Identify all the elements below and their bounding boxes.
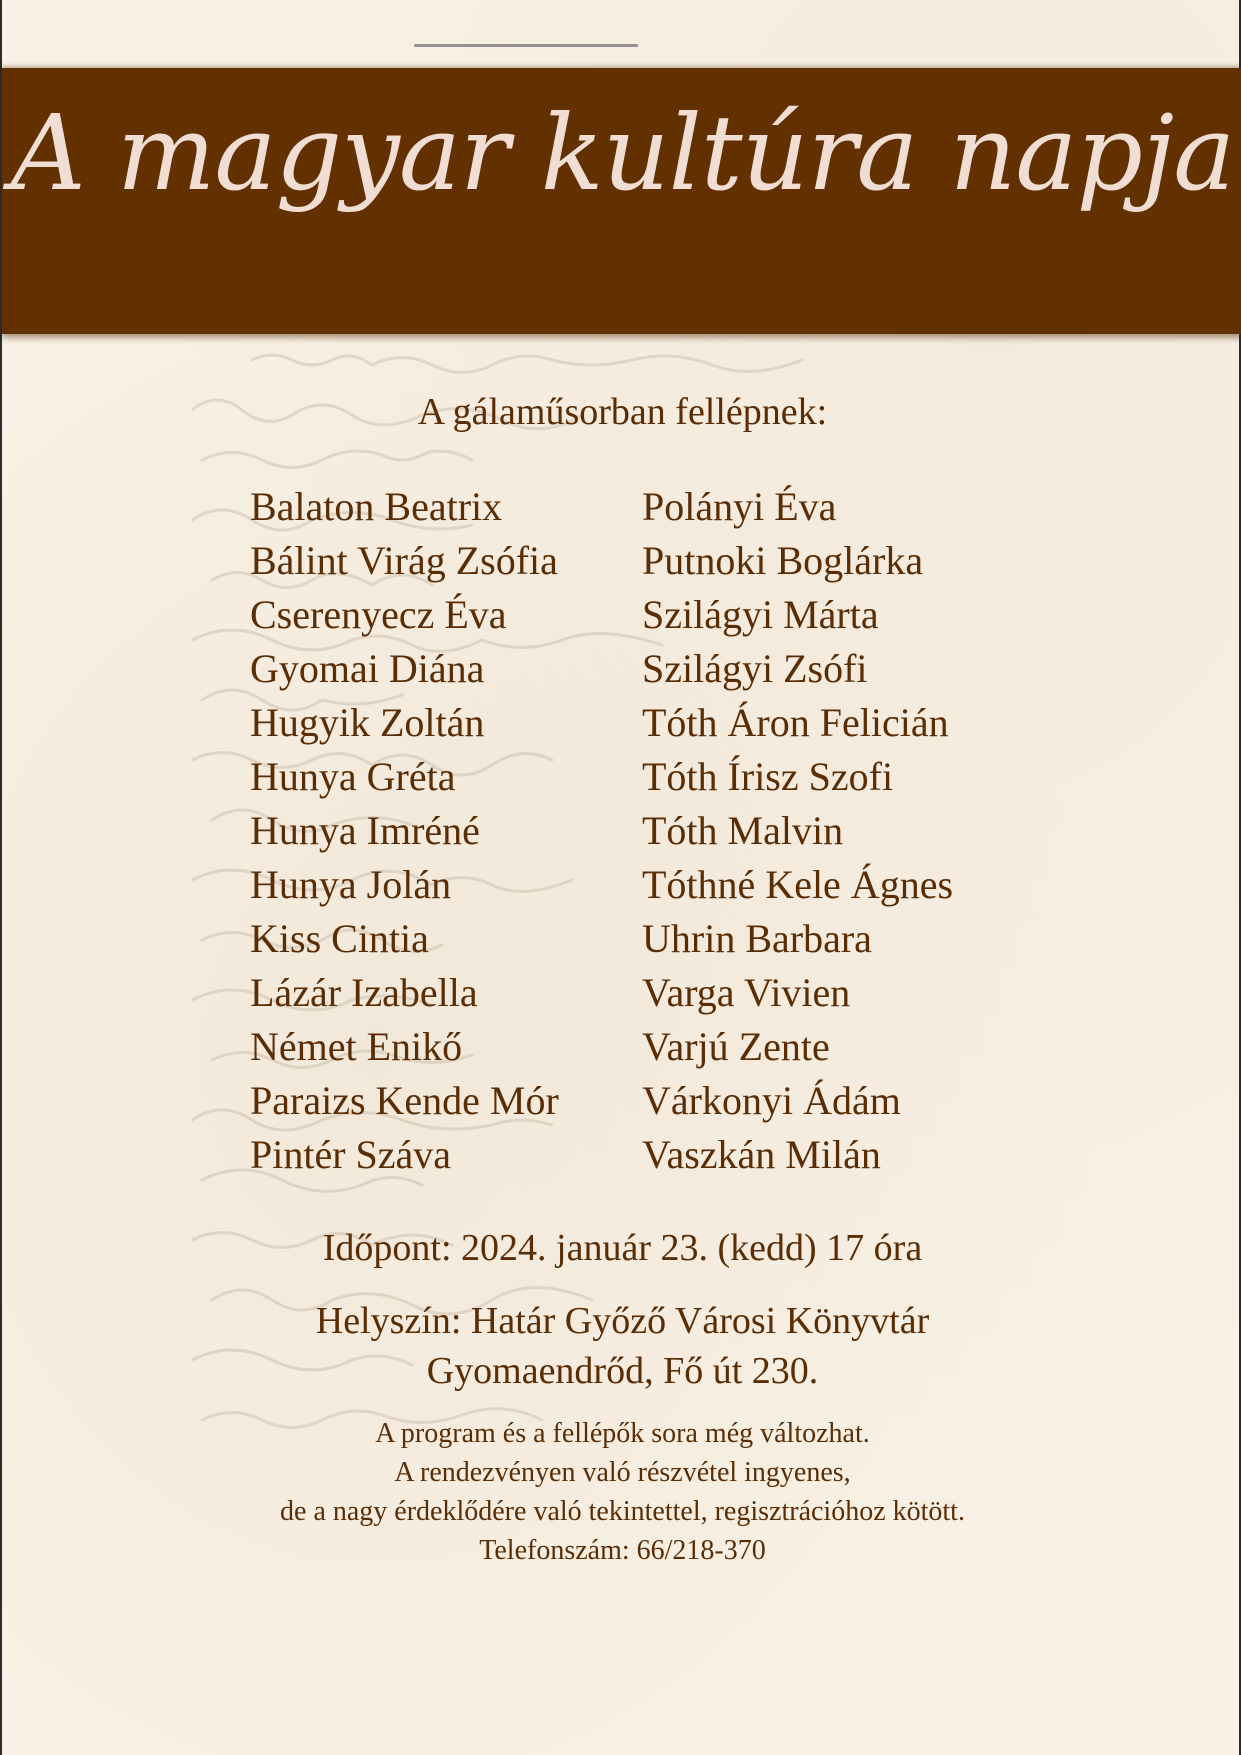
performer-name: Paraizs Kende Mór (250, 1078, 559, 1123)
performer-name: Szilágyi Zsófi (642, 646, 868, 691)
note-line: de a nagy érdeklődére való tekintettel, regisztrációhoz kötött. (280, 1496, 965, 1527)
performer-name: Varga Vivien (642, 970, 851, 1015)
performer-name: Gyomai Diána (250, 646, 485, 691)
performers-column-left (250, 480, 642, 1182)
event-notes (2, 1414, 1241, 1570)
event-venue (2, 1296, 1241, 1396)
performer-name: Német Enikő (250, 1024, 463, 1069)
performer-name: Tóth Áron Felicián (642, 700, 949, 745)
performer-name: Tóth Malvin (642, 808, 844, 853)
phone-number: Telefonszám: 66/218-370 (479, 1535, 766, 1566)
performer-name: Cserenyecz Éva (250, 592, 507, 637)
performer-name: Uhrin Barbara (642, 916, 872, 961)
performer-name: Varjú Zente (642, 1024, 830, 1069)
performer-name: Lázár Izabella (250, 970, 478, 1015)
performer-name: Hunya Jolán (250, 862, 452, 907)
performer-name: Várkonyi Ádám (642, 1078, 901, 1123)
performer-name: Bálint Virág Zsófia (250, 538, 558, 583)
performer-name: Balaton Beatrix (250, 484, 503, 529)
performers-list (250, 480, 1050, 1182)
event-time: Időpont: 2024. január 23. (kedd) 17 óra (322, 1227, 923, 1269)
note-line: A program és a fellépők sora még változhat. (375, 1418, 870, 1449)
performers-heading: A gálaműsorban fellépnek: (417, 391, 828, 433)
performer-name: Vaszkán Milán (642, 1132, 881, 1177)
performer-name: Hunya Imréné (250, 808, 480, 853)
performer-name: Pintér Száva (250, 1132, 452, 1177)
performer-name: Hugyik Zoltán (250, 700, 485, 745)
note-line: A rendezvényen való részvétel ingyenes, (394, 1457, 851, 1488)
page-title: A magyar kultúra napja (10, 92, 1235, 214)
performer-name: Kiss Cintia (250, 916, 429, 961)
performer-name: Tóthné Kele Ágnes (642, 862, 954, 907)
top-rule (414, 44, 638, 47)
performer-name: Tóth Írisz Szofi (642, 754, 894, 799)
performers-column-right (642, 480, 1042, 1182)
performer-name: Szilágyi Márta (642, 592, 879, 637)
performer-name: Putnoki Boglárka (642, 538, 924, 583)
venue-line: Gyomaendrőd, Fő út 230. (426, 1350, 819, 1392)
performer-name: Hunya Gréta (250, 754, 456, 799)
performer-name: Polányi Éva (642, 484, 837, 529)
venue-line: Helyszín: Határ Győző Városi Könyvtár (315, 1300, 930, 1342)
